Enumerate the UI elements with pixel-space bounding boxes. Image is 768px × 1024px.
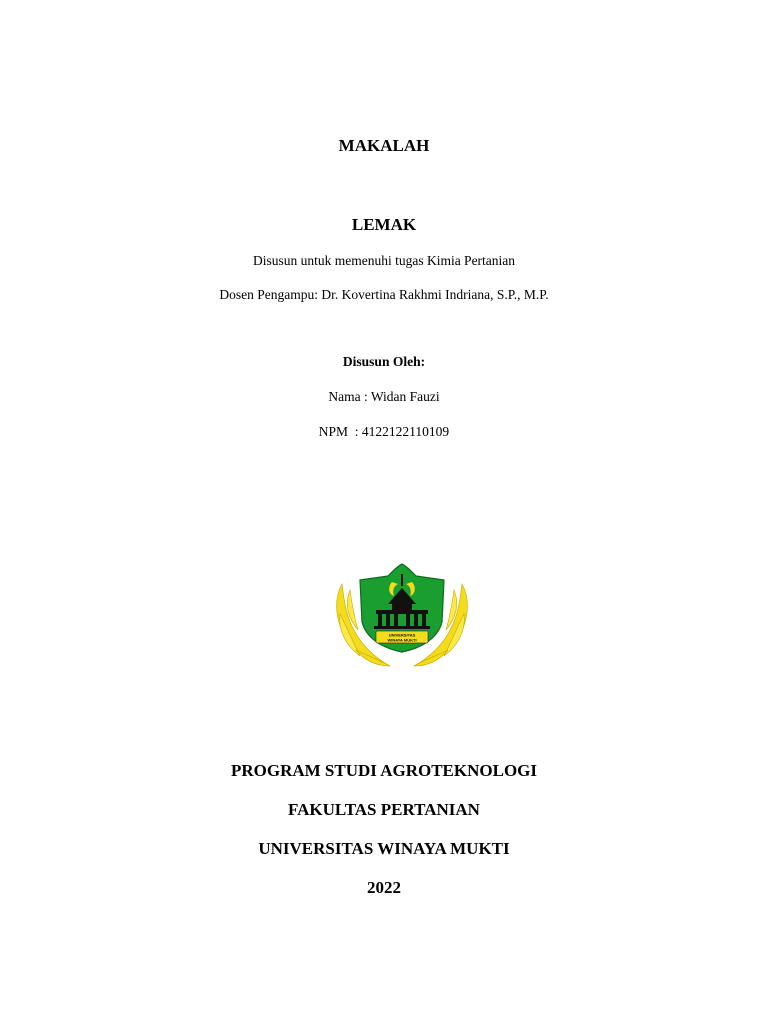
emblem-text-bottom: WINAYA MUKTI — [387, 637, 417, 643]
university-name: UNIVERSITAS WINAYA MUKTI — [258, 839, 510, 858]
faculty-name: FAKULTAS PERTANIAN — [288, 800, 480, 819]
program-name: PROGRAM STUDI AGROTEKNOLOGI — [230, 761, 538, 780]
emblem-text — [376, 631, 428, 643]
document-topic: LEMAK — [351, 215, 417, 234]
lecturer-line: Dosen Pengampu: Dr. Kovertina Rakhmi Indriana, S.P., M.P. — [219, 287, 549, 302]
document-title: MAKALAH — [338, 136, 430, 155]
emblem-text-top: UNIVERSITAS — [388, 632, 416, 638]
author-npm: NPM : 4122122110109 — [318, 424, 450, 439]
document-year: 2022 — [367, 878, 401, 897]
university-emblem-icon — [332, 560, 472, 670]
author-name: Nama : Widan Fauzi — [328, 389, 440, 404]
document-purpose: Disusun untuk memenuhi tugas Kimia Pertanian — [252, 253, 516, 268]
author-heading: Disusun Oleh: — [342, 354, 426, 369]
